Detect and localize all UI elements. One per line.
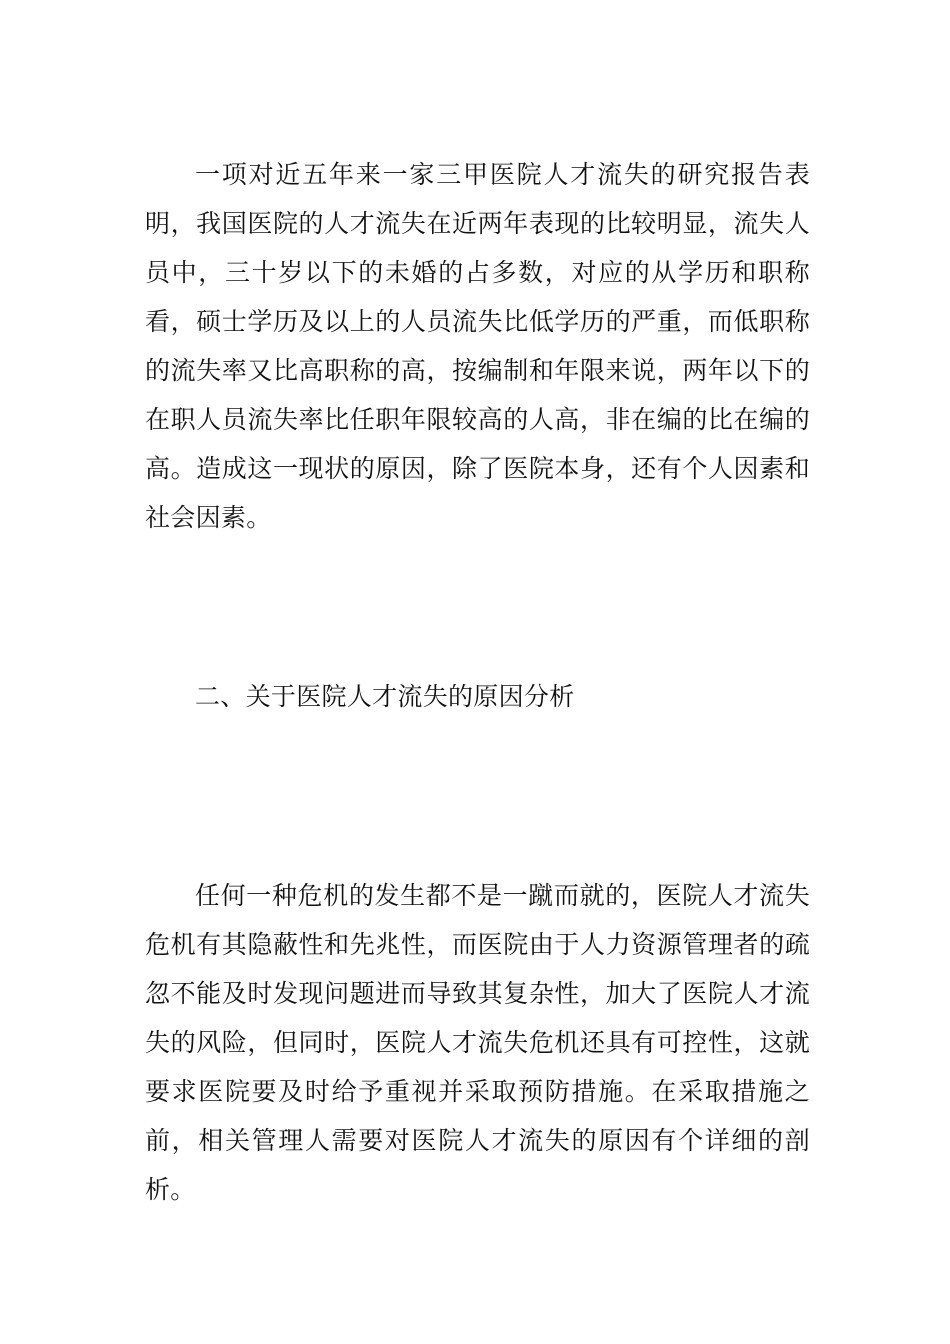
body-paragraph: 一项对近五年来一家三甲医院人才流失的研究报告表明，我国医院的人才流失在近两年表现的比较明显，流失人员中，三十岁以下的未婚的占多数，对应的从学历和职称看，硕士学历及以上的人员流失比低学历的严重，而低职称的流失率又比高职称的高，按编制和年限来说，两年以下的在职人员流失率比任职年限较高的人高，非在编的比在编的高。造成这一现状的原因，除了医院本身，还有个人因素和社会因素。 bbox=[145, 160, 810, 532]
section-paragraph: 任何一种危机的发生都不是一蹴而就的，医院人才流失危机有其隐蔽性和先兆性，而医院由于人力资源管理者的疏忽不能及时发现问题进而导致其复杂性，加大了医院人才流失的风险，但同时，医院人才流失危机还具有可控性，这就要求医院要及时给予重视并采取预防措施。在采取措施之前，相关管理人需要对医院人才流失的原因有个详细的剖析。 bbox=[145, 881, 810, 1204]
section-heading: 二、关于医院人才流失的原因分析 bbox=[195, 682, 575, 711]
